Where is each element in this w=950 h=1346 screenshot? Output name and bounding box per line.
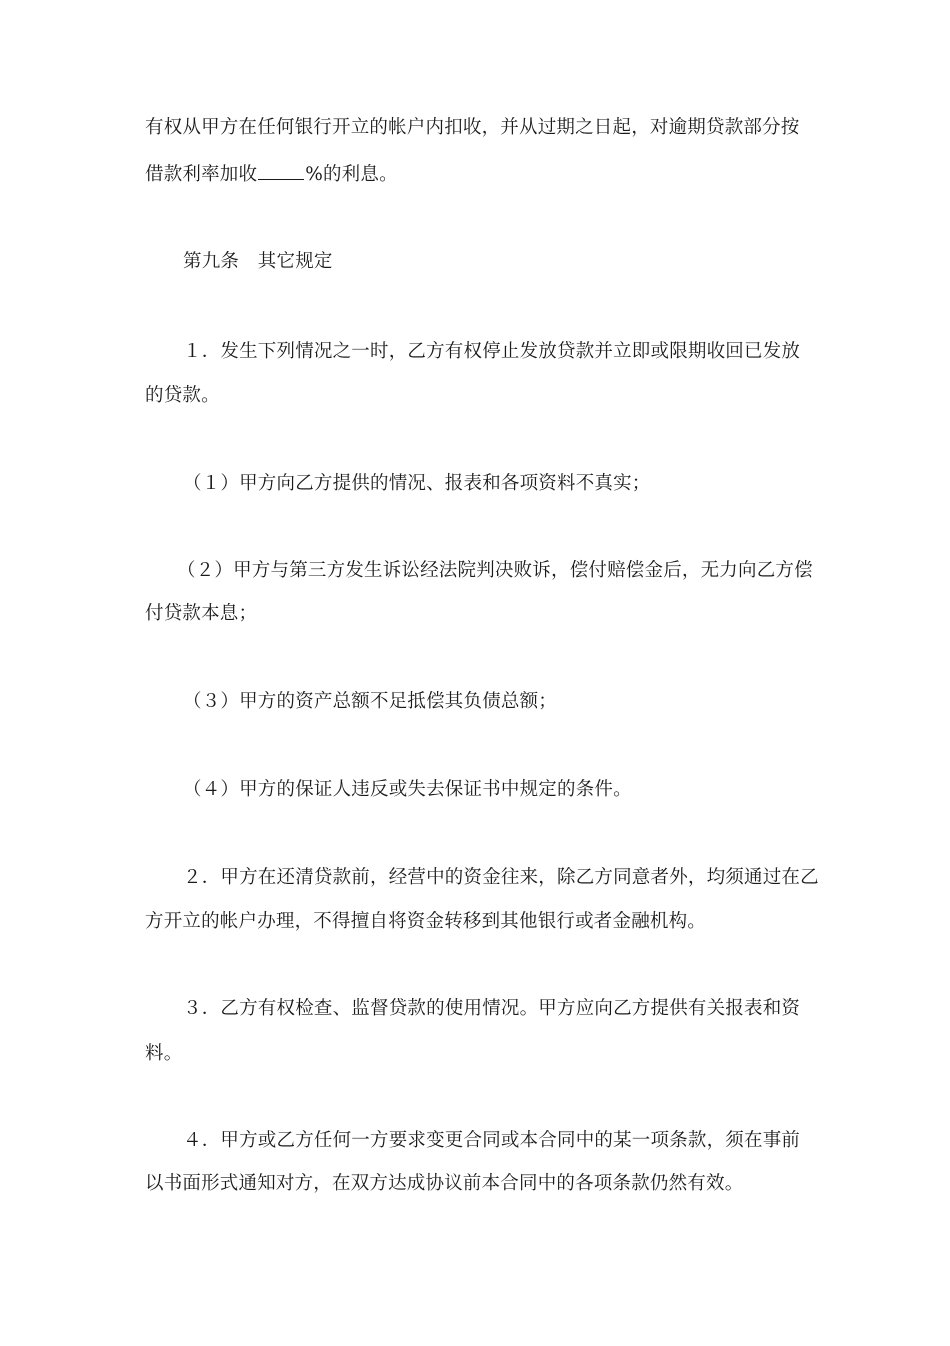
- sub-item-4: （４）甲方的保证人违反或失去保证书中规定的条件。: [183, 779, 632, 800]
- item-4-line-2: 以书面形式通知对方，在双方达成协议前本合同中的各项条款仍然有效。: [145, 1173, 744, 1194]
- sub-item-1: （１）甲方向乙方提供的情况、报表和各项资料不真实；: [183, 473, 651, 494]
- article-9-heading: 第九条 其它规定: [183, 251, 333, 272]
- paragraph-continuation-line-1: 有权从甲方在任何银行开立的帐户内扣收，并从过期之日起，对逾期贷款部分按: [145, 117, 800, 138]
- interest-rate-blank[interactable]: [258, 161, 304, 180]
- item-1-line-2: 的贷款。: [145, 385, 220, 406]
- interest-rate-text-after: %的利息。: [305, 164, 398, 185]
- sub-item-2-line-2: 付贷款本息；: [145, 603, 258, 624]
- item-1-line-1: １．发生下列情况之一时，乙方有权停止发放贷款并立即或限期收回已发放: [183, 341, 801, 362]
- item-2-line-1: ２．甲方在还清贷款前，经营中的资金往来，除乙方同意者外，均须通过在乙: [183, 867, 819, 888]
- item-3-line-2: 料。: [145, 1043, 183, 1064]
- item-4-line-1: ４．甲方或乙方任何一方要求变更合同或本合同中的某一项条款，须在事前: [183, 1130, 801, 1151]
- item-2-line-2: 方开立的帐户办理，不得擅自将资金转移到其他银行或者金融机构。: [145, 911, 707, 932]
- interest-rate-text-before: 借款利率加收: [145, 164, 258, 185]
- paragraph-continuation-line-2: [145, 161, 815, 187]
- item-3-line-1: ３．乙方有权检查、监督贷款的使用情况。甲方应向乙方提供有关报表和资: [183, 998, 801, 1019]
- sub-item-3: （３）甲方的资产总额不足抵偿其负债总额；: [183, 691, 558, 712]
- sub-item-2-line-1: （２）甲方与第三方发生诉讼经法院判决败诉，偿付赔偿金后，无力向乙方偿: [177, 560, 813, 581]
